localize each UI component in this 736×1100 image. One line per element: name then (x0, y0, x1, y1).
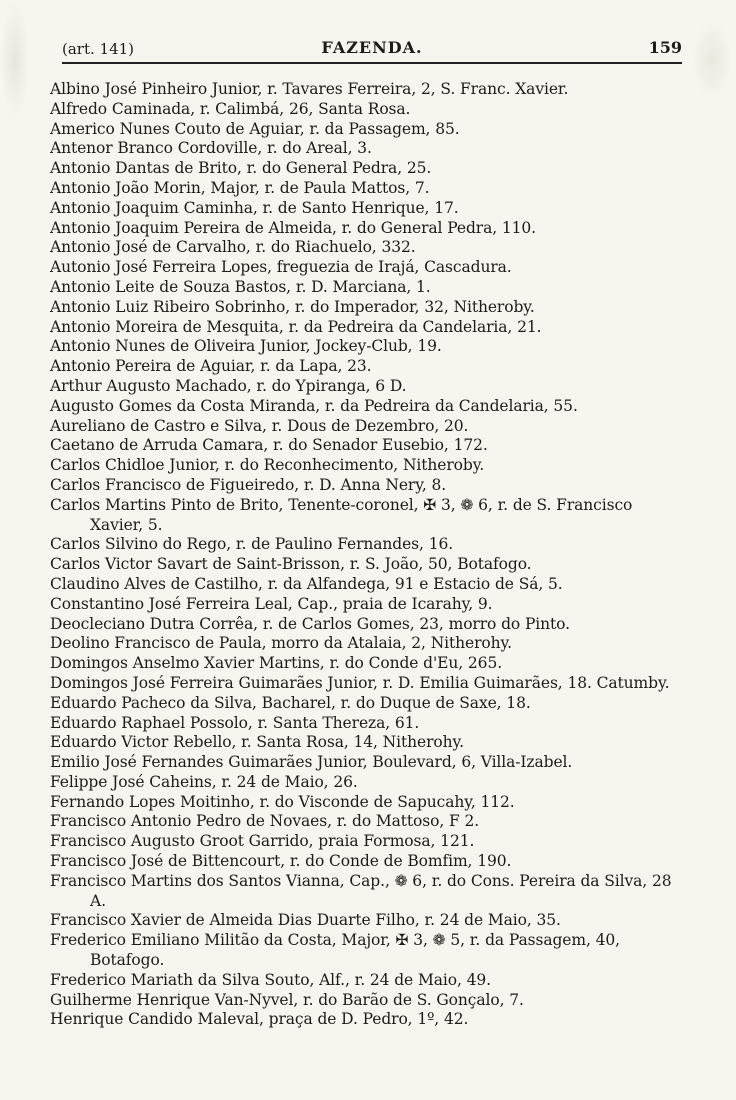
list-item: Henrique Candido Maleval, praça de D. Pedro, 1º, 42. (50, 1010, 469, 1029)
list-item: Domingos Anselmo Xavier Martins, r. do Conde d'Eu, 265. (50, 654, 503, 673)
list-item: Antonio Nunes de Oliveira Junior, Jockey-Club, 19. (50, 337, 442, 356)
list-item: Guilherme Henrique Van-Nyvel, r. do Barão de S. Gonçalo, 7. (50, 990, 524, 1009)
list-item: Constantino José Ferreira Leal, Cap., praia de Icarahy, 9. (50, 594, 493, 613)
list-item: Antonio Pereira de Aguiar, r. da Lapa, 23. (50, 357, 372, 376)
list-item: Felippe José Caheins, r. 24 de Maio, 26. (50, 772, 358, 791)
list-item: Caetano de Arruda Camara, r. do Senador Eusebio, 172. (50, 436, 488, 455)
name-list (50, 80, 690, 1030)
list-item: Claudino Alves de Castilho, r. da Alfandega, 91 e Estacio de Sá, 5. (50, 574, 563, 593)
list-item: Carlos Francisco de Figueiredo, r. D. Anna Nery, 8. (50, 475, 447, 494)
list-item: Augusto Gomes da Costa Miranda, r. da Pedreira da Candelaria, 55. (50, 396, 578, 415)
list-item: Deocleciano Dutra Corrêa, r. de Carlos Gomes, 23, morro do Pinto. (50, 614, 570, 633)
paper-stain (692, 20, 732, 100)
list-item: Fernando Lopes Moitinho, r. do Visconde de Sapucahy, 112. (50, 792, 515, 811)
list-item: Carlos Victor Savart de Saint-Brisson, r. S. João, 50, Botafogo. (50, 555, 532, 574)
list-item: Eduardo Victor Rebello, r. Santa Rosa, 14, Nitherohy. (50, 733, 464, 752)
list-item: Francisco Martins dos Santos Vianna, Cap., ❁ 6, r. do Cons. Pereira da Silva, 28 A. (50, 871, 672, 910)
list-item: Antonio Joaquim Caminha, r. de Santo Henrique, 17. (50, 198, 459, 217)
list-item: Autonio José Ferreira Lopes, freguezia de Irajá, Cascadura. (50, 258, 512, 277)
page-number: 159 (648, 38, 682, 57)
article-reference: (art. 141) (62, 40, 135, 58)
list-item: Aureliano de Castro e Silva, r. Dous de Dezembro, 20. (50, 416, 469, 435)
list-item: Francisco José de Bittencourt, r. do Conde de Bomfim, 190. (50, 852, 512, 871)
paper-stain (0, 0, 30, 120)
list-item: Carlos Martins Pinto de Brito, Tenente-coronel, ✠ 3, ❁ 6, r. de S. Francisco Xavier, 5. (50, 495, 633, 534)
list-item: Eduardo Pacheco da Silva, Bacharel, r. do Duque de Saxe, 18. (50, 693, 531, 712)
list-item: Americo Nunes Couto de Aguiar, r. da Passagem, 85. (50, 119, 460, 138)
page-header (62, 36, 682, 64)
list-item: Eduardo Raphael Possolo, r. Santa Thereza, 61. (50, 713, 420, 732)
page-title: FAZENDA. (321, 38, 423, 57)
list-item: Antonio Leite de Souza Bastos, r. D. Marciana, 1. (50, 277, 431, 296)
list-item: Francisco Augusto Groot Garrido, praia Formosa, 121. (50, 832, 475, 851)
list-item: Frederico Mariath da Silva Souto, Alf., r. 24 de Maio, 49. (50, 970, 491, 989)
list-item: Antonio José de Carvalho, r. do Riachuelo, 332. (50, 238, 416, 257)
list-item: Antonio Moreira de Mesquita, r. da Pedreira da Candelaria, 21. (50, 317, 542, 336)
list-item: Frederico Emiliano Militão da Costa, Major, ✠ 3, ❁ 5, r. da Passagem, 40, Botafogo. (50, 931, 620, 970)
list-item: Francisco Antonio Pedro de Novaes, r. do Mattoso, F 2. (50, 812, 480, 831)
list-item: Domingos José Ferreira Guimarães Junior, r. D. Emilia Guimarães, 18. Catumby. (50, 673, 670, 692)
list-item: Albino José Pinheiro Junior, r. Tavares Ferreira, 2, S. Franc. Xavier. (50, 80, 569, 98)
list-item: Antonio Luiz Ribeiro Sobrinho, r. do Imperador, 32, Nitheroby. (50, 297, 535, 316)
list-item: Carlos Chidloe Junior, r. do Reconhecimento, Nitheroby. (50, 456, 485, 475)
list-item: Antonio Dantas de Brito, r. do General Pedra, 25. (50, 159, 432, 178)
list-item: Antenor Branco Cordoville, r. do Areal, 3. (50, 139, 372, 158)
list-item: Carlos Silvino do Rego, r. de Paulino Fernandes, 16. (50, 535, 454, 554)
list-item: Antonio Joaquim Pereira de Almeida, r. do General Pedra, 110. (50, 218, 536, 237)
list-item: Emilio José Fernandes Guimarães Junior, Boulevard, 6, Villa-Izabel. (50, 753, 573, 772)
list-item: Francisco Xavier de Almeida Dias Duarte Filho, r. 24 de Maio, 35. (50, 911, 561, 930)
list-item: Arthur Augusto Machado, r. do Ypiranga, 6 D. (50, 376, 407, 395)
list-item: Deolino Francisco de Paula, morro da Atalaia, 2, Nitherohy. (50, 634, 512, 653)
list-item: Antonio João Morin, Major, r. de Paula Mattos, 7. (50, 178, 430, 197)
list-item: Alfredo Caminada, r. Calimbá, 26, Santa Rosa. (50, 99, 411, 118)
